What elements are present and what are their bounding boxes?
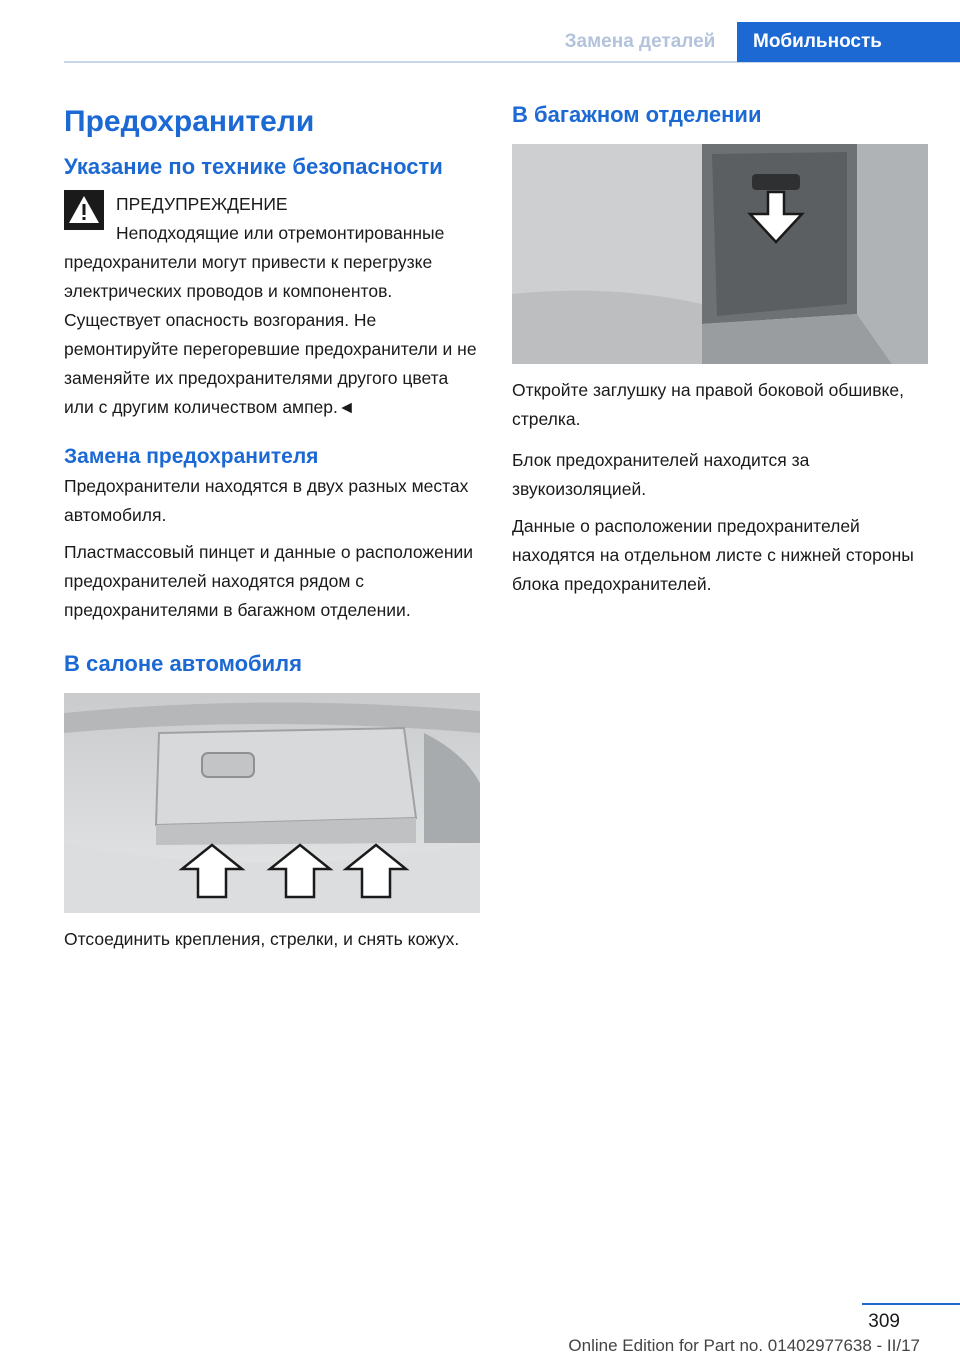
page-title: Предохранители xyxy=(64,105,315,138)
trunk-paragraph-3: Данные о расположении предохранителей находятся на отдельном листе с нижней стороны блока предохранителей. xyxy=(512,516,914,594)
safety-heading: Указание по технике безопасности xyxy=(64,154,443,179)
trunk-paragraph-2: Блок предохранителей находится за звукоизоляцией. xyxy=(512,450,810,499)
trunk-heading: В багажном отделении xyxy=(512,102,762,127)
warning-text: Неподходящие или отремонтированные предохранители могут привести к перегрузке электрических проводов и компонентов. Существует опасность возгорания. Не ремонтируйте перегоревшие предохранители и не заменяйте их предохранителями другого цвета или с другим количеством ампер.◄ xyxy=(64,223,477,417)
glovebox-cover-photo xyxy=(64,693,480,913)
cabin-caption: Отсоединить крепления, стрелки, и снять кожух. xyxy=(64,929,460,949)
warning-label: ПРЕДУПРЕЖДЕНИЕ xyxy=(116,194,288,214)
section-tab-replace-parts[interactable]: Замена деталей xyxy=(564,31,716,52)
right-column xyxy=(512,100,928,599)
trunk-paragraph-1: Откройте заглушку на правой боковой обшивке, стрелка. xyxy=(512,380,904,429)
page-number: 309 xyxy=(868,1311,900,1332)
warning-block xyxy=(64,190,480,422)
section-tab-mobility[interactable]: Мобильность xyxy=(737,22,960,62)
replace-fuse-heading: Замена предохранителя xyxy=(64,445,319,468)
warning-triangle-icon xyxy=(64,190,104,230)
replace-paragraph-2: Пластмассовый пинцет и данные о расположении предохранителей находятся рядом с предохранителями в багажном отделении. xyxy=(64,542,474,620)
cabin-heading: В салоне автомобиля xyxy=(64,651,302,676)
trunk-side-panel-photo xyxy=(512,144,928,364)
footer-divider xyxy=(862,1303,960,1305)
left-column xyxy=(64,100,480,954)
replace-paragraph-1: Предохранители находятся в двух разных местах автомобиля. xyxy=(64,476,469,525)
footer-edition: Online Edition for Part no. 01402977638 - II/17 xyxy=(568,1336,920,1355)
